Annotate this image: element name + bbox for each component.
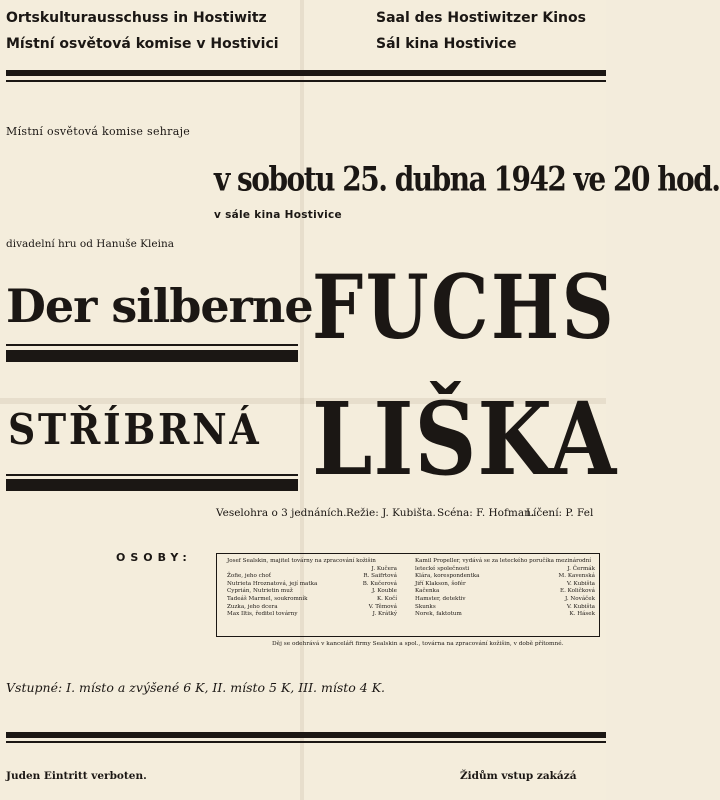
cast-box: [216, 553, 600, 637]
setting-text: Děj se odehrává v kanceláři firmy Sealskin a spol., továrna na zpracování kožišin, v době přítomné.: [272, 641, 564, 647]
title-czech-rule-thick: [6, 479, 298, 491]
event-date: v sobotu 25. dubna 1942 ve 20 hod.: [214, 159, 720, 199]
cast-role: Jiří Klakson, šofér: [415, 580, 466, 587]
cast-role: Zuzka, jeho dcera: [227, 603, 278, 610]
cast-heading: OSOBY:: [116, 551, 192, 564]
intro-text: Místní osvětová komise sehraje: [6, 125, 191, 138]
admission-text: Vstupné: I. místo a zvýšené 6 K, II. místo 5 K, III. místo 4 K.: [6, 680, 386, 695]
title-czech-rule-thin: [6, 474, 298, 476]
cast-actor: V. Těmová: [368, 603, 397, 610]
cast-row: [227, 588, 397, 596]
cast-actor: J. Kučera: [371, 565, 397, 572]
play-author: divadelní hru od Hanuše Kleina: [6, 238, 174, 250]
cast-row: [227, 596, 397, 604]
cast-actor: K. Kočí: [376, 595, 397, 602]
cast-row: [415, 596, 595, 604]
cast-list-right: [415, 558, 595, 619]
cast-role: Kačenka: [415, 588, 440, 595]
footer-rule-thick: [6, 732, 606, 738]
cast-actor: J. Čermák: [567, 565, 595, 572]
cast-list-left: [227, 558, 397, 619]
cast-actor: V. Kubišta: [566, 580, 595, 587]
cast-role: Kamil Propeller, vydává se za leteckého poručíka mezinárodní: [415, 558, 592, 564]
cast-row: [227, 611, 397, 619]
cast-role: letecké společnosti: [415, 565, 470, 572]
cast-row: [415, 588, 595, 596]
header-right-line1: Saal des Hostiwitzer Kinos: [376, 10, 586, 26]
cast-role: Hamster, detektiv: [415, 595, 466, 602]
footer-left: Juden Eintritt verboten.: [6, 770, 147, 782]
cast-actor: E. Količková: [560, 588, 595, 595]
cast-role: Josef Sealskin, majitel továrny na zpracování kožišin: [227, 558, 376, 564]
cast-role: Žofie, jeho choť: [227, 573, 271, 580]
header-right-line2: Sál kina Hostivice: [376, 36, 517, 52]
cast-actor: K. Hásek: [569, 611, 595, 618]
cast-role: Cyprián, Nutrietin muž: [227, 588, 293, 595]
title-german-rule-thin: [6, 344, 298, 346]
title-german-big: FUCHS: [312, 255, 617, 359]
cast-actor: J. Krátký: [372, 611, 397, 618]
cast-role: Norek, faktotum: [415, 611, 462, 618]
header-left-line1: Ortskulturausschuss in Hostiwitz: [6, 10, 267, 26]
cast-role: Tadeáš Marmel, soukromník: [227, 595, 308, 602]
footer-rule-thin: [6, 741, 606, 743]
cast-actor: J. Kouble: [371, 588, 397, 595]
header-left-line2: Místní osvětová komise v Hostivici: [6, 36, 279, 52]
credit-directing: Režie: J. Kubišta.: [346, 507, 436, 519]
credit-genre: Veselohra o 3 jednáních.: [216, 507, 347, 519]
cast-actor: J. Nováček: [565, 595, 595, 602]
cast-row: [415, 573, 595, 581]
title-german-rule-thick: [6, 350, 298, 362]
title-czech-small: STŘÍBRNÁ: [8, 405, 262, 454]
event-venue: v sále kina Hostivice: [214, 209, 342, 221]
title-czech-big: LIŠKA: [312, 380, 618, 498]
cast-row: [227, 573, 397, 581]
footer-right: Židům vstup zakázá: [460, 770, 577, 782]
cast-actor: B. Kučerová: [362, 580, 397, 587]
header-rule-thick: [6, 70, 606, 76]
cast-row: [415, 604, 595, 612]
credit-makeup: Líčení: P. Fel: [526, 507, 594, 519]
cast-row: [227, 558, 397, 566]
cast-row: [415, 611, 595, 619]
cast-role: Nutrieta Hroznatová, její matka: [227, 580, 318, 587]
cast-role: Klára, korespondentka: [415, 573, 480, 580]
cast-role: Max Iltis, ředitel továrny: [227, 611, 298, 618]
cast-role: Skunks: [415, 603, 436, 610]
title-german-small: Der silberne: [6, 279, 313, 333]
cast-row: [415, 558, 595, 566]
cast-actor: M. Kavenská: [558, 573, 595, 580]
cast-actor: V. Kubišta: [566, 603, 595, 610]
credit-scene: Scéna: F. Hofman.: [437, 507, 535, 519]
cast-actor: R. Saifrtová: [363, 573, 397, 580]
header-rule-thin: [6, 80, 606, 82]
